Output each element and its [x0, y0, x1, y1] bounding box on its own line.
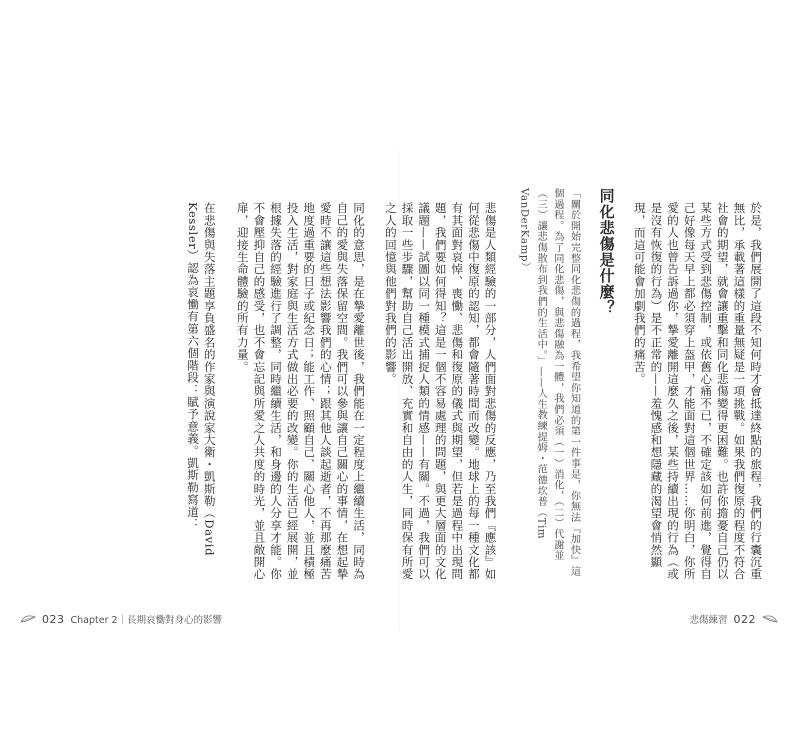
leaf-ornament-icon	[762, 614, 778, 624]
left-page-number: 023	[42, 612, 65, 626]
leaf-ornament-icon	[20, 614, 36, 624]
section-heading: 同化悲傷是什麼？	[597, 188, 616, 316]
right-paragraph-2: 悲傷是人類經驗的一部分，人們面對悲傷的反應，乃至我們『應該』如何從悲傷中復原的認知，都會隨著時間而改變。地球上的每一種文化都有其面對哀悼、喪慟、悲傷和復原的儀式與期望，但若是過程中出現問題，我們要如何得知？這是一個不容易處理的問題，與更大層面的文化議題——試圖以同一種模式捕捉人類的情感——有關。不過，我們可以採取一些步驟，幫助自己活出開放、充實和自由的人生，同時保有所愛之人的回憶與他們對我們的影響。	[383, 201, 498, 581]
left-paragraph-2: 在悲傷與失落主題享負盛名的作家與演說家大衛・凱斯勒（David Kessler）認為哀慟有第六個階段：賦予意義。凱斯勒寫道：	[186, 201, 217, 556]
right-paragraph-1: 於是，我們展開了這段不知何時才會抵達終點的旅程，我們的行囊沉重無比，承載著這樣的重量無疑是一項挑戰。如果我們復原的程度不符合社會的期望，就會讓重擊和同化悲傷變得更困難。也許你擔憂自己仍以某些方式受到悲傷控制，或依舊心痛不已，不確定該如何前進，覺得自己好像每天早上都必須穿上盔甲，才能面對這個世界……你明白，你所愛的人也曾告訴過你，摯愛離開這麼久之後，某些持續出現的行為（或是沒有恢復的行為）是不正常的——羞愧感和想隱藏的渴望會悄然顯現，而這可能會加劇我們的痛苦。	[632, 201, 763, 581]
right-page-text	[383, 188, 764, 586]
left-page-footer	[20, 612, 222, 626]
right-page-footer	[689, 612, 778, 626]
book-title: 悲傷練習	[689, 615, 728, 626]
left-page-text	[65, 188, 367, 586]
right-page-number: 022	[733, 612, 756, 626]
block-quote: 「關於開始完整同化悲傷的過程，我希望你知道的第一件事是，你無法『加快』這個過程。為了同化悲傷，與悲傷融為一體，我們必須（一）消化，（二）代謝並（三）讓悲傷散布到我們的生活中。」——人生教練提姆・范德坎普（Tim VanDerKamp）	[518, 188, 580, 577]
chapter-title: Chapter 2｜長期哀慟對身心的影響	[70, 615, 223, 626]
left-paragraph-1: 同化的意思，是在摯愛離世後，我們能在一定程度上繼續生活，同時為自己的愛與失落保留空間。我們可以參與讓自己關心的事情，在想起摯愛時不讓這些想法影響我們的心情；跟其他人談起逝者，不再那麼痛苦地度過重要的日子或紀念日；能工作、照顧自己、關心他人，並且積極投入生活，對家庭與生活方式做出必要的改變。你的生活已經展開，並根據失落的經驗進行了調整，同時繼續生活，和身邊的人分享才能。你不會壓抑自己的感受，也不會忘記與所愛之人共度的時光，並且敞開心扉，迎接生命體驗的所有力量。	[235, 201, 366, 581]
